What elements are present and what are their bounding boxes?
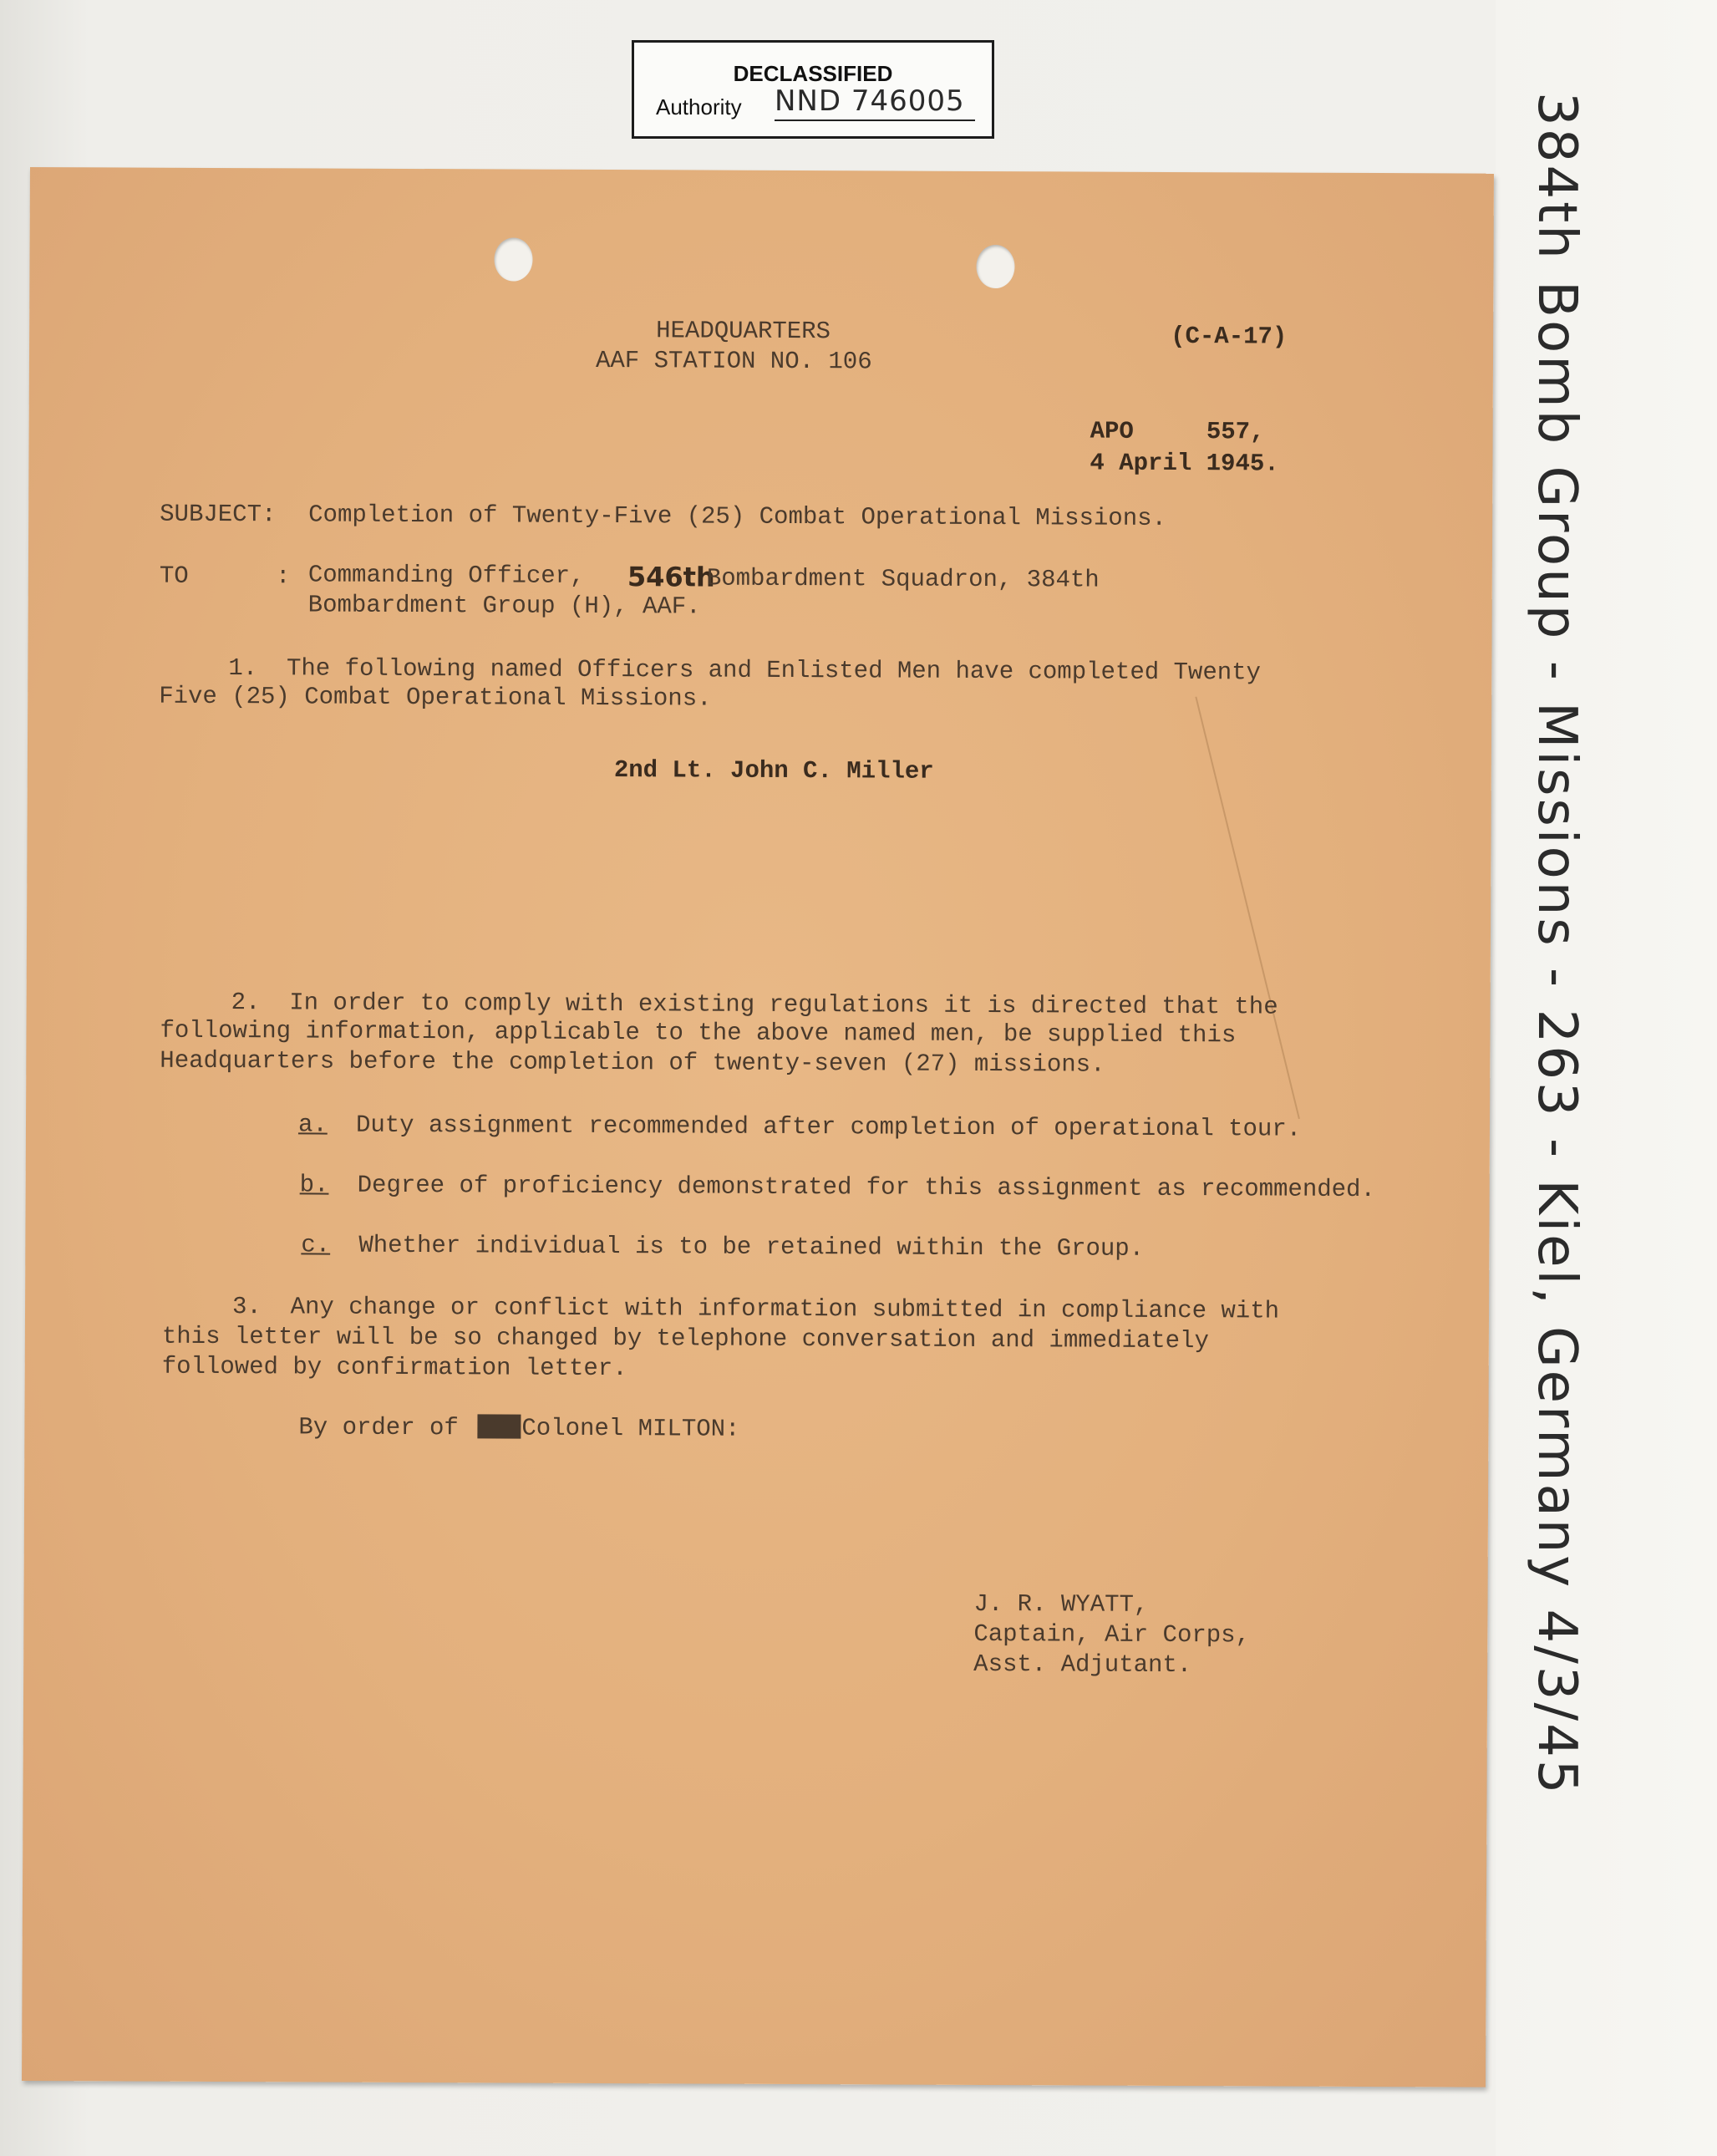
apo-number: APO 557,	[1090, 417, 1265, 446]
header-station: AAF STATION NO. 106	[595, 346, 872, 376]
punch-hole-right	[976, 245, 1014, 288]
paragraph-1-line-1: 1. The following named Officers and Enlisted Men have completed Twenty	[228, 654, 1262, 687]
item-a-letter: a.	[297, 1111, 328, 1139]
to-group: Bombardment Group (H), AAF.	[307, 591, 701, 621]
item-a-text: Duty assignment recommended after completion of operational tour.	[355, 1111, 1302, 1143]
subject-text: Completion of Twenty-Five (25) Combat Operational Missions.	[308, 501, 1167, 532]
to-addressee: Commanding Officer,	[307, 561, 585, 590]
subject-label: SUBJECT:	[160, 500, 277, 529]
squadron-number: 546th	[627, 561, 715, 593]
signature-title: Asst. Adjutant.	[973, 1650, 1192, 1680]
paragraph-3-line-3: followed by confirmation letter.	[161, 1352, 627, 1383]
stamp-authority-value: NND 746005	[775, 84, 975, 121]
punch-hole-left	[494, 237, 532, 281]
paragraph-2-line-2: following information, applicable to the above named men, be supplied this	[160, 1016, 1237, 1050]
paragraph-1-line-2: Five (25) Combat Operational Missions.	[159, 682, 712, 713]
paragraph-2-line-3: Headquarters before the completion of twenty-seven (27) missions.	[160, 1046, 1105, 1079]
paragraph-3-line-1: 3. Any change or conflict with information submitted in compliance with	[231, 1293, 1280, 1325]
paragraph-2-line-1: 2. In order to comply with existing regulations it is directed that the	[231, 989, 1278, 1021]
item-b-text: Degree of proficiency demonstrated for this assignment as recommended.	[357, 1171, 1375, 1204]
named-person: 2nd Lt. John C. Miller	[613, 756, 934, 786]
by-order-colonel: Colonel MILTON:	[521, 1414, 740, 1443]
paragraph-3-line-2: this letter will be so changed by telephone conversation and immediately	[161, 1322, 1209, 1355]
file-code: (C-A-17)	[1171, 322, 1288, 351]
declassified-stamp	[632, 40, 994, 139]
document-date: 4 April 1945.	[1090, 449, 1279, 478]
handwritten-margin-note: 384th Bomb Group - Missions - 263 - Kiel, Germany 4/3/45	[1526, 92, 1587, 1797]
stamp-title: DECLASSIFIED	[733, 61, 893, 86]
document-page	[22, 167, 1494, 2087]
to-label: TO :	[159, 562, 291, 591]
to-unit: Bombardment Squadron, 384th	[706, 564, 1100, 594]
signature-name: J. R. WYATT,	[973, 1589, 1149, 1619]
item-b-letter: b.	[299, 1171, 329, 1199]
item-c-letter: c.	[301, 1231, 331, 1259]
header-headquarters: HEADQUARTERS	[656, 317, 831, 346]
stamp-authority-label: Authority	[656, 94, 742, 119]
by-order-prefix: By order of	[298, 1413, 459, 1442]
signature-rank: Captain, Air Corps,	[973, 1620, 1251, 1650]
struck-rank: Lt.	[477, 1412, 521, 1441]
item-c-text: Whether individual is to be retained within the Group.	[358, 1231, 1145, 1263]
paper-crease	[1195, 697, 1300, 1120]
